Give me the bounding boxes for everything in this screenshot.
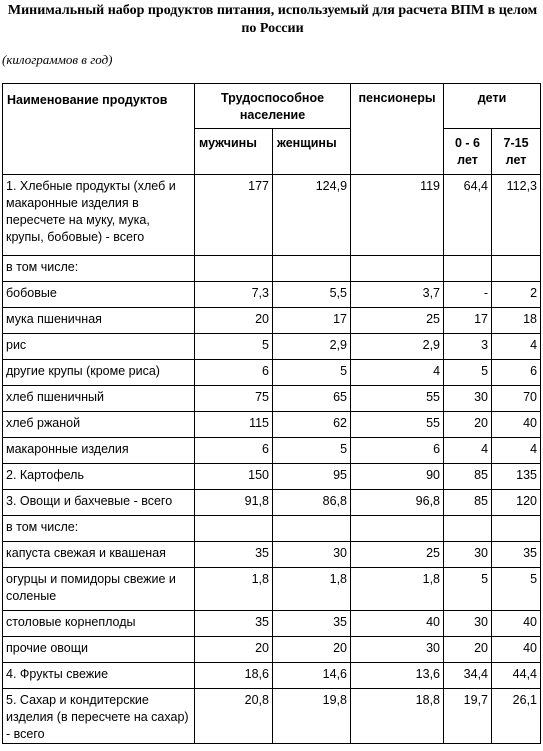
value-cell-women: 124,9	[273, 175, 351, 256]
table-row	[3, 282, 541, 308]
header-working-population: Трудоспособное население	[195, 84, 351, 129]
header-children: дети	[444, 84, 541, 129]
value-cell-k715: 44,4	[492, 663, 541, 689]
table-row	[3, 490, 541, 516]
product-name-cell: капуста свежая и квашеная	[3, 542, 195, 568]
value-cell-women: 5	[273, 438, 351, 464]
value-cell-pens: 55	[351, 412, 444, 438]
value-cell-pens: 25	[351, 308, 444, 334]
product-name-cell: огурцы и помидоры свежие и соленые	[3, 568, 195, 611]
value-cell-k06: -	[444, 282, 492, 308]
value-cell-k06: 19,7	[444, 689, 492, 744]
product-name-cell: прочие овощи	[3, 637, 195, 663]
value-cell-women: 30	[273, 542, 351, 568]
product-name-cell: 4. Фрукты свежие	[3, 663, 195, 689]
value-cell-men: 6	[195, 360, 273, 386]
value-cell-k06: 34,4	[444, 663, 492, 689]
table-row	[3, 542, 541, 568]
value-cell-men: 150	[195, 464, 273, 490]
value-cell-men: 5	[195, 334, 273, 360]
value-cell-k06: 5	[444, 568, 492, 611]
value-cell-k715: 4	[492, 438, 541, 464]
header-pensioners: пенсионеры	[351, 84, 444, 175]
product-name-cell: в том числе:	[3, 256, 195, 282]
value-cell-pens: 13,6	[351, 663, 444, 689]
value-cell-k715: 40	[492, 611, 541, 637]
value-cell-k06	[444, 256, 492, 282]
value-cell-pens: 1,8	[351, 568, 444, 611]
value-cell-women: 95	[273, 464, 351, 490]
value-cell-pens: 3,7	[351, 282, 444, 308]
value-cell-k06: 85	[444, 490, 492, 516]
value-cell-pens: 40	[351, 611, 444, 637]
value-cell-pens: 18,8	[351, 689, 444, 744]
value-cell-k715: 5	[492, 568, 541, 611]
value-cell-k715: 26,1	[492, 689, 541, 744]
value-cell-men: 20	[195, 637, 273, 663]
value-cell-k715	[492, 256, 541, 282]
value-cell-k06: 30	[444, 542, 492, 568]
value-cell-men: 75	[195, 386, 273, 412]
product-name-cell: столовые корнеплоды	[3, 611, 195, 637]
table-row	[3, 412, 541, 438]
value-cell-women: 5	[273, 360, 351, 386]
product-name-cell: 2. Картофель	[3, 464, 195, 490]
value-cell-men: 35	[195, 542, 273, 568]
product-name-cell: 3. Овощи и бахчевые - всего	[3, 490, 195, 516]
value-cell-men: 91,8	[195, 490, 273, 516]
value-cell-men: 115	[195, 412, 273, 438]
value-cell-k715: 2	[492, 282, 541, 308]
table-row	[3, 438, 541, 464]
value-cell-k06	[444, 516, 492, 542]
value-cell-k06: 85	[444, 464, 492, 490]
value-cell-k715: 70	[492, 386, 541, 412]
value-cell-k06: 17	[444, 308, 492, 334]
header-product-name: Наименование продуктов	[3, 84, 195, 175]
value-cell-women: 5,5	[273, 282, 351, 308]
table-row	[3, 386, 541, 412]
table-body	[3, 175, 541, 744]
value-cell-k06: 64,4	[444, 175, 492, 256]
value-cell-women: 14,6	[273, 663, 351, 689]
table-row	[3, 611, 541, 637]
value-cell-women	[273, 256, 351, 282]
food-basket-table	[2, 83, 541, 744]
value-cell-men	[195, 516, 273, 542]
product-name-cell: хлеб пшеничный	[3, 386, 195, 412]
value-cell-women	[273, 516, 351, 542]
value-cell-men: 1,8	[195, 568, 273, 611]
table-row	[3, 637, 541, 663]
value-cell-men: 6	[195, 438, 273, 464]
header-children-0-6: 0 - 6 лет	[444, 129, 492, 175]
table-row	[3, 334, 541, 360]
value-cell-k06: 20	[444, 637, 492, 663]
value-cell-k06: 30	[444, 611, 492, 637]
value-cell-k715: 18	[492, 308, 541, 334]
table-row	[3, 308, 541, 334]
value-cell-k715: 112,3	[492, 175, 541, 256]
value-cell-k715: 4	[492, 334, 541, 360]
value-cell-k715: 6	[492, 360, 541, 386]
value-cell-pens: 119	[351, 175, 444, 256]
value-cell-k715: 40	[492, 637, 541, 663]
value-cell-k06: 30	[444, 386, 492, 412]
product-name-cell: в том числе:	[3, 516, 195, 542]
product-name-cell: макаронные изделия	[3, 438, 195, 464]
value-cell-pens	[351, 256, 444, 282]
value-cell-k715: 135	[492, 464, 541, 490]
value-cell-women: 1,8	[273, 568, 351, 611]
value-cell-k06: 20	[444, 412, 492, 438]
value-cell-pens: 30	[351, 637, 444, 663]
table-row	[3, 175, 541, 256]
value-cell-pens: 2,9	[351, 334, 444, 360]
table-row	[3, 516, 541, 542]
value-cell-pens: 90	[351, 464, 444, 490]
value-cell-men: 7,3	[195, 282, 273, 308]
value-cell-men	[195, 256, 273, 282]
table-row	[3, 568, 541, 611]
value-cell-women: 35	[273, 611, 351, 637]
table-row	[3, 360, 541, 386]
product-name-cell: бобовые	[3, 282, 195, 308]
value-cell-women: 17	[273, 308, 351, 334]
value-cell-pens: 55	[351, 386, 444, 412]
page-title: Минимальный набор продуктов питания, используемый для расчета ВПМ в целом по России	[7, 3, 538, 36]
value-cell-pens: 4	[351, 360, 444, 386]
table-row	[3, 689, 541, 744]
value-cell-pens	[351, 516, 444, 542]
value-cell-women: 86,8	[273, 490, 351, 516]
value-cell-women: 20	[273, 637, 351, 663]
header-women: женщины	[273, 129, 351, 175]
value-cell-women: 2,9	[273, 334, 351, 360]
value-cell-k715: 35	[492, 542, 541, 568]
value-cell-men: 35	[195, 611, 273, 637]
value-cell-men: 18,6	[195, 663, 273, 689]
table-row	[3, 663, 541, 689]
product-name-cell: 5. Сахар и кондитерские изделия (в пересчете на сахар) - всего	[3, 689, 195, 744]
value-cell-k715: 40	[492, 412, 541, 438]
value-cell-women: 19,8	[273, 689, 351, 744]
value-cell-men: 20,8	[195, 689, 273, 744]
value-cell-pens: 6	[351, 438, 444, 464]
value-cell-women: 65	[273, 386, 351, 412]
value-cell-k715: 120	[492, 490, 541, 516]
value-cell-men: 20	[195, 308, 273, 334]
units-note: (килограммов в год)	[2, 52, 113, 67]
value-cell-k06: 4	[444, 438, 492, 464]
product-name-cell: хлеб ржаной	[3, 412, 195, 438]
product-name-cell: мука пшеничная	[3, 308, 195, 334]
table-row	[3, 464, 541, 490]
header-children-7-15: 7-15 лет	[492, 129, 541, 175]
value-cell-k715	[492, 516, 541, 542]
value-cell-pens: 96,8	[351, 490, 444, 516]
header-men: мужчины	[195, 129, 273, 175]
table-row	[3, 256, 541, 282]
value-cell-k06: 5	[444, 360, 492, 386]
value-cell-men: 177	[195, 175, 273, 256]
product-name-cell: 1. Хлебные продукты (хлеб и макаронные изделия в пересчете на муку, мука, крупы, бобовые) - всего	[3, 175, 195, 256]
value-cell-women: 62	[273, 412, 351, 438]
product-name-cell: рис	[3, 334, 195, 360]
value-cell-pens: 25	[351, 542, 444, 568]
value-cell-k06: 3	[444, 334, 492, 360]
product-name-cell: другие крупы (кроме риса)	[3, 360, 195, 386]
